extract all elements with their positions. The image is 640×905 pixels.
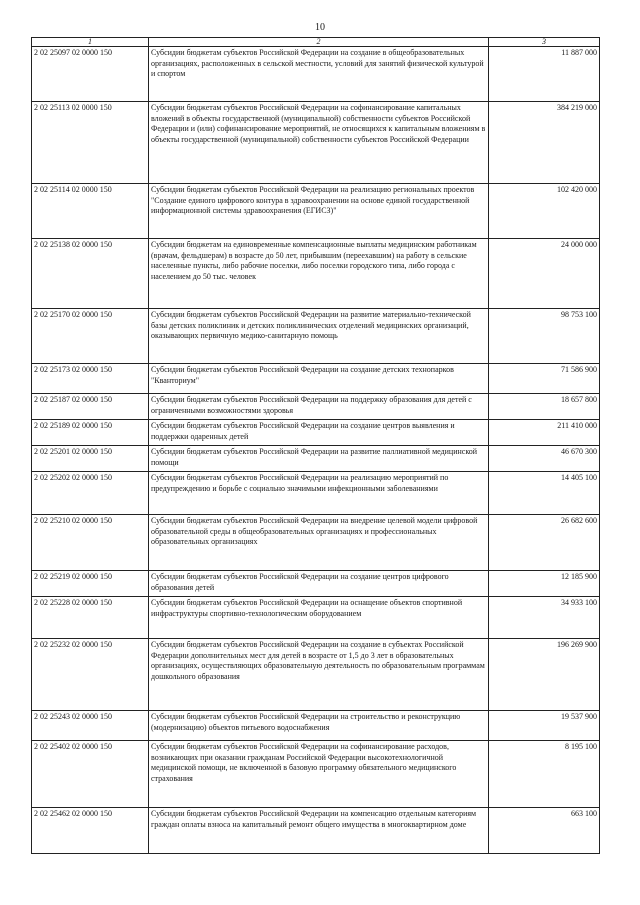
row-amount: 18 657 800 — [489, 394, 600, 420]
row-description: Субсидии бюджетам субъектов Российской Федерации на реализацию региональных проектов "Создание единого цифрового контура в здравоохранении на основе единой государственной информационной системы здравоохранения (ЕГИСЗ)" — [149, 184, 489, 239]
budget-code: 2 02 25097 02 0000 150 — [32, 47, 149, 102]
row-amount: 12 185 900 — [489, 571, 600, 597]
row-amount: 11 887 000 — [489, 47, 600, 102]
row-amount: 196 269 900 — [489, 639, 600, 711]
header-col-3: 3 — [489, 38, 600, 47]
table-row — [32, 420, 600, 446]
row-amount: 24 000 000 — [489, 239, 600, 309]
budget-code: 2 02 25113 02 0000 150 — [32, 102, 149, 184]
row-amount: 102 420 000 — [489, 184, 600, 239]
budget-code: 2 02 25173 02 0000 150 — [32, 364, 149, 394]
row-description: Субсидии бюджетам субъектов Российской Федерации на создание детских технопарков "Кванториум" — [149, 364, 489, 394]
row-description: Субсидии бюджетам субъектов Российской Федерации на софинансирование расходов, возникающих при оказании гражданам Российской Федерации высокотехнологичной медицинской помощи, не включенной в базовую программу обязательного медицинского страхования — [149, 741, 489, 808]
table-row — [32, 47, 600, 102]
table-row — [32, 808, 600, 854]
budget-code: 2 02 25402 02 0000 150 — [32, 741, 149, 808]
budget-code: 2 02 25187 02 0000 150 — [32, 394, 149, 420]
budget-code: 2 02 25219 02 0000 150 — [32, 571, 149, 597]
budget-code: 2 02 25228 02 0000 150 — [32, 597, 149, 639]
row-amount: 71 586 900 — [489, 364, 600, 394]
table-row — [32, 597, 600, 639]
row-amount: 98 753 100 — [489, 309, 600, 364]
table-row — [32, 446, 600, 472]
budget-code: 2 02 25170 02 0000 150 — [32, 309, 149, 364]
table-row — [32, 472, 600, 515]
row-description: Субсидии бюджетам субъектов Российской Федерации на развитие паллиативной медицинской помощи — [149, 446, 489, 472]
header-col-1: 1 — [32, 38, 149, 47]
table-row — [32, 639, 600, 711]
row-description: Субсидии бюджетам субъектов Российской Федерации на компенсацию отдельным категориям граждан оплаты взноса на капитальный ремонт общего имущества в многоквартирном доме — [149, 808, 489, 854]
table-row — [32, 741, 600, 808]
row-description: Субсидии бюджетам субъектов Российской Федерации на софинансирование капитальных вложений в объекты государственной (муниципальной) собственности субъектов Российской Федерации и (или) софинансирование мероприятий, не относящихся к капитальным вложениям в объекты государственной (муниципальной) собственности субъектов Российской Федерации — [149, 102, 489, 184]
budget-code: 2 02 25189 02 0000 150 — [32, 420, 149, 446]
row-amount: 19 537 900 — [489, 711, 600, 741]
table-row — [32, 515, 600, 571]
budget-table — [31, 37, 600, 854]
budget-code: 2 02 25210 02 0000 150 — [32, 515, 149, 571]
row-description: Субсидии бюджетам субъектов Российской Федерации на развитие материально-технической базы детских поликлиник и детских поликлинических отделений медицинских организаций, оказывающих первичную медико-санитарную помощь — [149, 309, 489, 364]
row-description: Субсидии бюджетам субъектов Российской Федерации на создание центров цифрового образования детей — [149, 571, 489, 597]
row-description: Субсидии бюджетам субъектов Российской Федерации на строительство и реконструкцию (модернизацию) объектов питьевого водоснабжения — [149, 711, 489, 741]
row-description: Субсидии бюджетам субъектов Российской Федерации на оснащение объектов спортивной инфраструктуры спортивно-технологическим оборудованием — [149, 597, 489, 639]
table-row — [32, 364, 600, 394]
budget-code: 2 02 25201 02 0000 150 — [32, 446, 149, 472]
row-amount: 46 670 300 — [489, 446, 600, 472]
table-row — [32, 394, 600, 420]
row-amount: 211 410 000 — [489, 420, 600, 446]
row-amount: 34 933 100 — [489, 597, 600, 639]
table-row — [32, 571, 600, 597]
row-description: Субсидии бюджетам субъектов Российской Федерации на внедрение целевой модели цифровой образовательной среды в общеобразовательных организациях и профессиональных образовательных организациях — [149, 515, 489, 571]
row-description: Субсидии бюджетам субъектов Российской Федерации на создание в субъектах Российской Федерации дополнительных мест для детей в возрасте от 1,5 до 3 лет в образовательных организациях, осуществляющих образовательную деятельность по образовательным программам дошкольного образования — [149, 639, 489, 711]
table-row — [32, 102, 600, 184]
budget-code: 2 02 25114 02 0000 150 — [32, 184, 149, 239]
header-col-2: 2 — [149, 38, 489, 47]
budget-code: 2 02 25462 02 0000 150 — [32, 808, 149, 854]
table-row — [32, 239, 600, 309]
budget-code: 2 02 25202 02 0000 150 — [32, 472, 149, 515]
table-row — [32, 309, 600, 364]
table-row — [32, 184, 600, 239]
row-description: Субсидии бюджетам на единовременные компенсационные выплаты медицинским работникам (врачам, фельдшерам) в возрасте до 50 лет, прибывшим (переехавшим) на работу в сельские населенные пункты, либо рабочие поселки, либо поселки городского типа, либо города с населением до 50 тыс. человек — [149, 239, 489, 309]
row-amount: 663 100 — [489, 808, 600, 854]
budget-code: 2 02 25138 02 0000 150 — [32, 239, 149, 309]
page-number: 10 — [315, 22, 325, 33]
row-amount: 8 195 100 — [489, 741, 600, 808]
table-row — [32, 711, 600, 741]
header-row — [32, 38, 600, 47]
budget-code: 2 02 25243 02 0000 150 — [32, 711, 149, 741]
row-amount: 384 219 000 — [489, 102, 600, 184]
budget-code: 2 02 25232 02 0000 150 — [32, 639, 149, 711]
row-description: Субсидии бюджетам субъектов Российской Федерации на реализацию мероприятий по предупреждению и борьбе с социально значимыми инфекционными заболеваниями — [149, 472, 489, 515]
row-amount: 14 405 100 — [489, 472, 600, 515]
row-description: Субсидии бюджетам субъектов Российской Федерации на создание центров выявления и поддержки одаренных детей — [149, 420, 489, 446]
row-amount: 26 682 600 — [489, 515, 600, 571]
row-description: Субсидии бюджетам субъектов Российской Федерации на поддержку образования для детей с ограниченными возможностями здоровья — [149, 394, 489, 420]
row-description: Субсидии бюджетам субъектов Российской Федерации на создание в общеобразовательных организациях, расположенных в сельской местности, условий для занятий физической культурой и спортом — [149, 47, 489, 102]
